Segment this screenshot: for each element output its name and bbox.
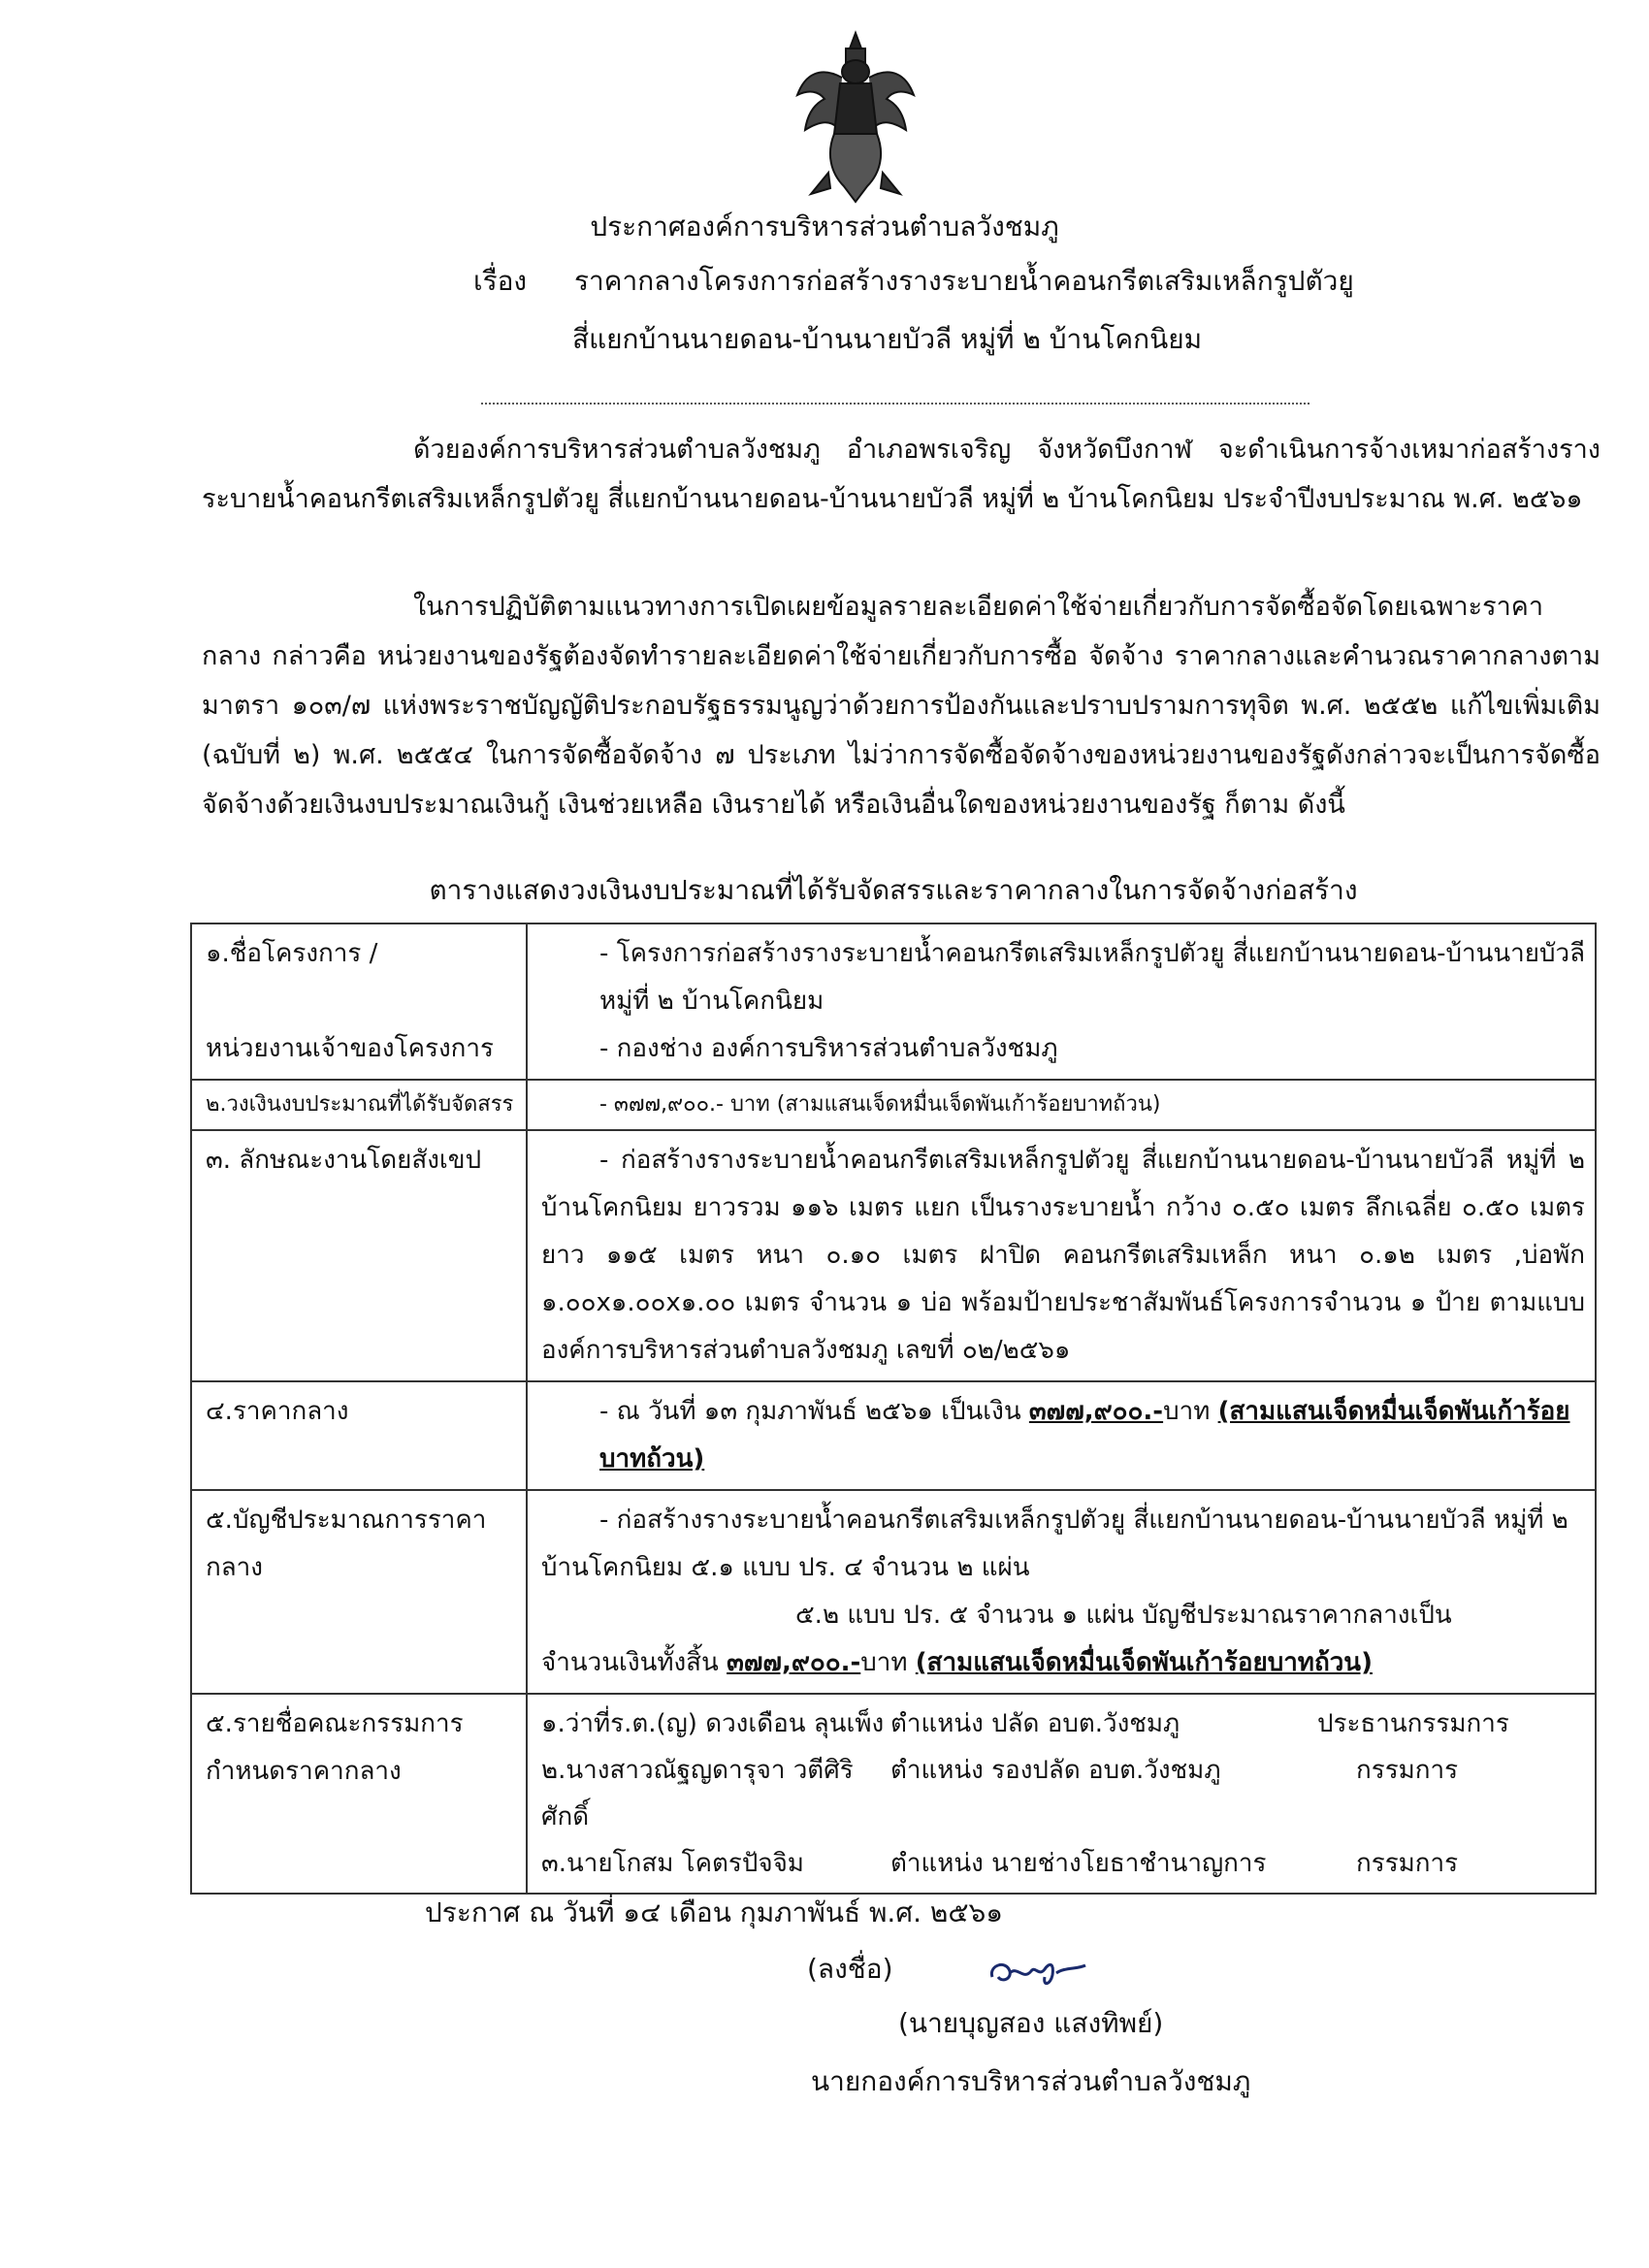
estimate-line-1: - ก่อสร้างรางระบายน้ำคอนกรีตเสริมเหล็กรูปตัวยู สี่แยกบ้านนายดอน-บ้านนายบัวลี หมู่ที่ ๒ บ้านโคกนิยม ๕.๑ แบบ ปร. ๔ จำนวน ๒ แผ่น	[541, 1506, 1568, 1582]
project-owner-value: - กองช่าง องค์การบริหารส่วนตำบลวังชมภู	[599, 1034, 1058, 1063]
estimate-total-unit: บาท	[860, 1648, 916, 1677]
table-title: ตารางแสดงวงเงินงบประมาณที่ได้รับจัดสรรและราคากลางในการจัดจ้างก่อสร้าง	[429, 874, 1358, 906]
member-name: ๑.ว่าที่ร.ต.(ญ) ดวงเดือน ลุนเพ็ง	[541, 1709, 885, 1738]
announce-date: ประกาศ ณ วันที่ ๑๔ เดือน กุมภาพันธ์ พ.ศ. ๒๕๖๑	[425, 1896, 1004, 1928]
row-label-estimate: ๕.บัญชีประมาณการราคากลาง	[191, 1490, 527, 1694]
project-name-value: - โครงการก่อสร้างรางระบายน้ำคอนกรีตเสริมเหล็กรูปตัวยู สี่แยกบ้านนายดอน-บ้านนายบัวลี หมู่ที่ ๒ บ้านโคกนิยม	[599, 939, 1586, 1016]
row-label-committee: ๕.รายชื่อคณะกรรมการกำหนดราคากลาง	[191, 1694, 527, 1894]
member-name: ๓.นายโกสม โคตรปัจจิม	[541, 1849, 804, 1878]
member-name: ๒.นางสาวณัฐญดารุจา วตีศิริศักดิ์	[541, 1756, 854, 1831]
row-label-project	[191, 923, 527, 1080]
row-label-budget: ๒.วงเงินงบประมาณที่ได้รับจัดสรร	[191, 1080, 527, 1130]
subject-line-1: ราคากลางโครงการก่อสร้างรางระบายน้ำคอนกรีตเสริมเหล็กรูปตัวยู	[574, 265, 1354, 297]
row-value-estimate	[527, 1490, 1596, 1694]
committee-member	[541, 1840, 1585, 1887]
project-owner-label: หน่วยงานเจ้าของโครงการ	[206, 1034, 494, 1063]
signature-mark	[985, 1948, 1089, 1994]
median-price-date: - ณ วันที่ ๑๓ กุมภาพันธ์ ๒๕๖๑ เป็นเงิน	[599, 1397, 1029, 1426]
member-position: ตำแหน่ง ปลัด อบต.วังชมภู	[890, 1709, 1180, 1738]
row-label-median-price: ๔.ราคากลาง	[191, 1381, 527, 1490]
project-name-label: ๑.ชื่อโครงการ /	[206, 939, 378, 968]
row-value-committee	[527, 1694, 1596, 1894]
table-row	[191, 1490, 1596, 1694]
paragraph-intro: ด้วยองค์การบริหารส่วนตำบลวังชมภู อำเภอพรเจริญ จังหวัดบึงกาฬ จะดำเนินการจ้างเหมาก่อสร้างรางระบายน้ำคอนกรีตเสริมเหล็กรูปตัวยู สี่แยกบ้านนายดอน-บ้านนายบัวลี หมู่ที่ ๒ บ้านโคกนิยม ประจำปีงบประมาณ พ.ศ. ๒๕๖๑	[202, 435, 1600, 514]
table-row	[191, 1694, 1596, 1894]
member-position: ตำแหน่ง นายช่างโยธาชำนาญการ	[890, 1849, 1267, 1878]
row-value-median-price	[527, 1381, 1596, 1490]
row-label-scope: ๓. ลักษณะงานโดยสังเขป	[191, 1130, 527, 1381]
member-position: ตำแหน่ง รองปลัด อบต.วังชมภู	[890, 1756, 1221, 1785]
org-title: ประกาศองค์การบริหารส่วนตำบลวังชมภู	[590, 211, 1059, 243]
estimate-line-2: ๕.๒ แบบ ปร. ๕ จำนวน ๑ แผ่น บัญชีประมาณราคากลางเป็น	[795, 1601, 1452, 1630]
garuda-emblem	[792, 27, 920, 210]
budget-table	[190, 923, 1597, 1895]
member-role: ประธานกรรมการ	[1317, 1709, 1509, 1738]
estimate-total-label: จำนวนเงินทั้งสิ้น	[541, 1648, 728, 1677]
committee-member	[541, 1747, 1585, 1840]
sign-label: (ลงชื่อ)	[807, 1953, 893, 1985]
table-row	[191, 1080, 1596, 1130]
dotted-divider	[481, 403, 1310, 405]
estimate-total-amount: ๓๗๗,๙๐๐.-	[727, 1648, 861, 1677]
subject-label: เรื่อง	[473, 265, 528, 297]
signer-name: (นายบุญสอง แสงทิพย์)	[898, 2007, 1164, 2039]
row-value-project	[527, 923, 1596, 1080]
committee-member	[541, 1701, 1585, 1747]
row-value-scope: - ก่อสร้างรางระบายน้ำคอนกรีตเสริมเหล็กรูปตัวยู สี่แยกบ้านนายดอน-บ้านนายบัวลี หมู่ที่ ๒ บ้านโคกนิยม ยาวรวม ๑๑๖ เมตร แยก เป็นรางระบายน้ำ กว้าง ๐.๕๐ เมตร ลึกเฉลี่ย ๐.๕๐ เมตร ยาว ๑๑๕ เมตร หนา ๐.๑๐ เมตร ฝาปิด คอนกรีตเสริมเหล็ก หนา ๐.๑๒ เมตร ,บ่อพัก ๑.๐๐x๑.๐๐x๑.๐๐ เมตร จำนวน ๑ บ่อ พร้อมป้ายประชาสัมพันธ์โครงการจำนวน ๑ ป้าย ตามแบบองค์การบริหารส่วนตำบลวังชมภู เลขที่ ๐๒/๒๕๖๑	[527, 1130, 1596, 1381]
paragraph-regulation: ในการปฏิบัติตามแนวทางการเปิดเผยข้อมูลรายละเอียดค่าใช้จ่ายเกี่ยวกับการจัดซื้อจัดโดยเฉพาะราคากลาง กล่าวคือ หน่วยงานของรัฐต้องจัดทำรายละเอียดค่าใช้จ่ายเกี่ยวกับการซื้อ จัดจ้าง ราคากลางและคำนวณราคากลางตามมาตรา ๑๐๓/๗ แห่งพระราชบัญญัติประกอบรัฐธรรมนูญว่าด้วยการป้องกันและปราบปรามการทุจิต พ.ศ. ๒๕๕๒ แก้ไขเพิ่มเติม (ฉบับที่ ๒) พ.ศ. ๒๕๕๔ ในการจัดซื้อจัดจ้าง ๗ ประเภท ไม่ว่าการจัดซื้อจัดจ้างของหน่วยงานของรัฐดังกล่าวจะเป็นการจัดซื้อจัดจ้างด้วยเงินงบประมาณเงินกู้ เงินช่วยเหลือ เงินรายได้ หรือเงินอื่นใดของหน่วยงานของรัฐ ก็ตาม ดังนี้	[202, 592, 1600, 820]
table-row	[191, 923, 1596, 1080]
subject-line-2: สี่แยกบ้านนายดอน-บ้านนายบัวลี หมู่ที่ ๒ บ้านโคกนิยม	[572, 323, 1203, 355]
table-row	[191, 1130, 1596, 1381]
row-value-budget: - ๓๗๗,๙๐๐.- บาท (สามแสนเจ็ดหมื่นเจ็ดพันเก้าร้อยบาทถ้วน)	[527, 1080, 1596, 1130]
member-role: กรรมการ	[1356, 1756, 1459, 1785]
signer-title: นายกองค์การบริหารส่วนตำบลวังชมภู	[811, 2065, 1251, 2097]
member-role: กรรมการ	[1356, 1849, 1459, 1878]
table-row	[191, 1381, 1596, 1490]
median-price-words: (สามแสนเจ็ดหมื่นเจ็ดพันเก้าร้อยบาทถ้วน)	[599, 1397, 1570, 1474]
estimate-total-words: (สามแสนเจ็ดหมื่นเจ็ดพันเก้าร้อยบาทถ้วน)	[915, 1648, 1373, 1677]
median-price-unit: บาท	[1163, 1397, 1218, 1426]
median-price-amount: ๓๗๗,๙๐๐.-	[1028, 1397, 1164, 1426]
